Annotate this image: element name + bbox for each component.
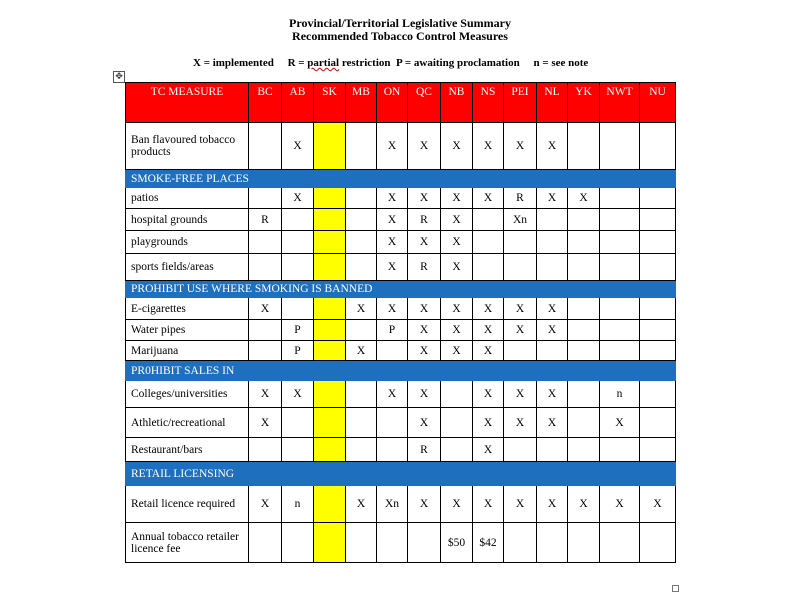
- table-resize-handle[interactable]: [672, 585, 679, 592]
- status-cell: [504, 254, 537, 281]
- status-cell: [568, 298, 600, 320]
- header-on: ON: [377, 83, 408, 123]
- header-qc: QC: [408, 83, 441, 123]
- legend: [193, 57, 588, 69]
- status-cell: X: [473, 123, 504, 170]
- status-cell: X: [537, 486, 568, 523]
- table-row: [126, 486, 676, 523]
- status-cell: [537, 209, 568, 231]
- status-cell: [249, 320, 282, 341]
- document-subtitle: Recommended Tobacco Control Measures: [292, 29, 508, 43]
- status-cell: P: [282, 320, 314, 341]
- status-cell: X: [441, 298, 473, 320]
- status-cell: n: [282, 486, 314, 523]
- table-row: [126, 209, 676, 231]
- status-cell: [504, 341, 537, 361]
- status-cell: [314, 209, 346, 231]
- status-cell: [473, 231, 504, 254]
- legend-restriction: R = partial restriction: [287, 57, 391, 69]
- status-cell: X: [249, 381, 282, 408]
- status-cell: P: [282, 341, 314, 361]
- legend-note: n = see note: [533, 57, 589, 69]
- status-cell: X: [537, 188, 568, 209]
- status-cell: [441, 438, 473, 462]
- section-heading: PROHIBIT USE WHERE SMOKING IS BANNED: [126, 281, 676, 298]
- status-cell: [640, 123, 676, 170]
- status-cell: X: [473, 438, 504, 462]
- status-cell: X: [640, 486, 676, 523]
- status-cell: X: [408, 486, 441, 523]
- status-cell: [377, 523, 408, 563]
- status-cell: [441, 381, 473, 408]
- status-cell: X: [249, 486, 282, 523]
- status-cell: X: [346, 486, 377, 523]
- status-cell: [640, 408, 676, 438]
- status-cell: [282, 408, 314, 438]
- status-cell: [640, 320, 676, 341]
- status-cell: X: [473, 320, 504, 341]
- status-cell: X: [408, 320, 441, 341]
- status-cell: [346, 438, 377, 462]
- status-cell: X: [377, 231, 408, 254]
- status-cell: X: [473, 298, 504, 320]
- measure-label: playgrounds: [126, 231, 249, 254]
- status-cell: X: [408, 381, 441, 408]
- status-cell: [600, 341, 640, 361]
- status-cell: X: [377, 123, 408, 170]
- status-cell: [346, 254, 377, 281]
- table-row: [126, 123, 676, 170]
- status-cell: [249, 523, 282, 563]
- status-cell: [568, 320, 600, 341]
- status-cell: P: [377, 320, 408, 341]
- status-cell: [314, 320, 346, 341]
- status-cell: R: [504, 188, 537, 209]
- status-cell: X: [600, 486, 640, 523]
- table-row: [126, 523, 676, 563]
- section-row: [126, 361, 676, 381]
- status-cell: [249, 231, 282, 254]
- status-cell: X: [441, 320, 473, 341]
- table-row: [126, 381, 676, 408]
- status-cell: X: [600, 408, 640, 438]
- status-cell: [600, 188, 640, 209]
- status-cell: [600, 123, 640, 170]
- status-cell: [249, 123, 282, 170]
- measure-label: sports fields/areas: [126, 254, 249, 281]
- status-cell: [314, 188, 346, 209]
- section-row: [126, 170, 676, 188]
- measure-label: Colleges/universities: [126, 381, 249, 408]
- status-cell: [600, 298, 640, 320]
- header-measure: TC MEASURE: [126, 83, 249, 123]
- status-cell: X: [441, 486, 473, 523]
- status-cell: X: [249, 408, 282, 438]
- status-cell: [504, 231, 537, 254]
- status-cell: [568, 254, 600, 281]
- status-cell: [600, 254, 640, 281]
- status-cell: X: [249, 298, 282, 320]
- status-cell: [314, 298, 346, 320]
- status-cell: [504, 523, 537, 563]
- status-cell: [640, 254, 676, 281]
- status-cell: R: [408, 254, 441, 281]
- status-cell: R: [408, 438, 441, 462]
- status-cell: X: [504, 320, 537, 341]
- status-cell: X: [408, 298, 441, 320]
- status-cell: X: [282, 188, 314, 209]
- status-cell: X: [441, 341, 473, 361]
- status-cell: X: [473, 341, 504, 361]
- status-cell: X: [346, 298, 377, 320]
- table-row: [126, 188, 676, 209]
- status-cell: X: [504, 486, 537, 523]
- status-cell: [346, 231, 377, 254]
- status-cell: R: [408, 209, 441, 231]
- status-cell: [377, 438, 408, 462]
- status-cell: [568, 123, 600, 170]
- status-cell: $42: [473, 523, 504, 563]
- status-cell: [640, 438, 676, 462]
- status-cell: X: [473, 486, 504, 523]
- section-heading: RETAIL LICENSING: [126, 462, 676, 486]
- table-row: [126, 231, 676, 254]
- status-cell: n: [600, 381, 640, 408]
- header-bc: BC: [249, 83, 282, 123]
- header-yk: YK: [568, 83, 600, 123]
- status-cell: [377, 341, 408, 361]
- table-row: [126, 438, 676, 462]
- status-cell: [282, 298, 314, 320]
- header-row: [126, 83, 676, 123]
- status-cell: X: [408, 188, 441, 209]
- status-cell: [441, 408, 473, 438]
- status-cell: Xn: [377, 486, 408, 523]
- status-cell: [640, 523, 676, 563]
- status-cell: [640, 298, 676, 320]
- measure-label: patios: [126, 188, 249, 209]
- section-heading: SMOKE-FREE PLACES: [126, 170, 676, 188]
- status-cell: X: [377, 381, 408, 408]
- status-cell: [568, 438, 600, 462]
- status-cell: [408, 523, 441, 563]
- status-cell: X: [441, 231, 473, 254]
- status-cell: [346, 188, 377, 209]
- section-row: [126, 281, 676, 298]
- status-cell: [314, 254, 346, 281]
- status-cell: X: [504, 298, 537, 320]
- status-cell: X: [346, 341, 377, 361]
- header-sk: SK: [314, 83, 346, 123]
- status-cell: [314, 438, 346, 462]
- legislative-summary-table: [125, 82, 676, 563]
- header-pei: PEI: [504, 83, 537, 123]
- status-cell: [346, 408, 377, 438]
- measure-label: Athletic/recreational: [126, 408, 249, 438]
- measure-label: Annual tobacco retailer licence fee: [126, 523, 249, 563]
- status-cell: [537, 523, 568, 563]
- status-cell: [249, 254, 282, 281]
- status-cell: X: [377, 254, 408, 281]
- status-cell: X: [408, 408, 441, 438]
- header-mb: MB: [346, 83, 377, 123]
- status-cell: X: [282, 123, 314, 170]
- status-cell: [346, 523, 377, 563]
- status-cell: [282, 209, 314, 231]
- header-nu: NU: [640, 83, 676, 123]
- measure-label: Marijuana: [126, 341, 249, 361]
- table-row: [126, 254, 676, 281]
- section-row: [126, 462, 676, 486]
- header-nwt: NWT: [600, 83, 640, 123]
- status-cell: X: [537, 320, 568, 341]
- status-cell: [282, 254, 314, 281]
- status-cell: [640, 381, 676, 408]
- status-cell: X: [504, 408, 537, 438]
- status-cell: [346, 209, 377, 231]
- status-cell: [568, 341, 600, 361]
- status-cell: R: [249, 209, 282, 231]
- status-cell: [537, 231, 568, 254]
- status-cell: Xn: [504, 209, 537, 231]
- status-cell: [377, 408, 408, 438]
- status-cell: X: [504, 123, 537, 170]
- status-cell: X: [537, 408, 568, 438]
- legend-implemented: X = implemented: [193, 57, 274, 69]
- status-cell: [314, 523, 346, 563]
- status-cell: [314, 381, 346, 408]
- status-cell: [537, 438, 568, 462]
- status-cell: X: [441, 209, 473, 231]
- status-cell: [314, 341, 346, 361]
- status-cell: [314, 231, 346, 254]
- status-cell: X: [568, 486, 600, 523]
- status-cell: [600, 209, 640, 231]
- status-cell: [537, 254, 568, 281]
- status-cell: [568, 231, 600, 254]
- table-move-handle-icon[interactable]: ✥: [113, 71, 125, 83]
- table-row: [126, 298, 676, 320]
- status-cell: [314, 123, 346, 170]
- section-heading: PR0HIBIT SALES IN: [126, 361, 676, 381]
- status-cell: [600, 231, 640, 254]
- header-ns: NS: [473, 83, 504, 123]
- status-cell: [473, 254, 504, 281]
- status-cell: X: [473, 408, 504, 438]
- status-cell: [537, 341, 568, 361]
- status-cell: [282, 231, 314, 254]
- status-cell: [600, 438, 640, 462]
- header-ab: AB: [282, 83, 314, 123]
- status-cell: [249, 341, 282, 361]
- status-cell: X: [408, 231, 441, 254]
- status-cell: [249, 438, 282, 462]
- status-cell: [600, 523, 640, 563]
- status-cell: X: [441, 254, 473, 281]
- status-cell: [314, 486, 346, 523]
- status-cell: X: [504, 381, 537, 408]
- status-cell: X: [408, 123, 441, 170]
- measure-label: E-cigarettes: [126, 298, 249, 320]
- document-title: Provincial/Territorial Legislative Summary: [289, 16, 511, 30]
- measure-label: Ban flavoured tobacco products: [126, 123, 249, 170]
- measure-label: Water pipes: [126, 320, 249, 341]
- status-cell: [504, 438, 537, 462]
- status-cell: X: [537, 123, 568, 170]
- status-cell: [249, 188, 282, 209]
- legend-awaiting: P = awaiting proclamation: [396, 57, 520, 69]
- status-cell: [600, 320, 640, 341]
- status-cell: [346, 123, 377, 170]
- status-cell: [568, 381, 600, 408]
- status-cell: X: [377, 298, 408, 320]
- status-cell: [568, 523, 600, 563]
- status-cell: [282, 438, 314, 462]
- status-cell: X: [282, 381, 314, 408]
- table-row: [126, 408, 676, 438]
- status-cell: X: [568, 188, 600, 209]
- status-cell: X: [537, 298, 568, 320]
- status-cell: X: [441, 123, 473, 170]
- status-cell: [568, 408, 600, 438]
- status-cell: X: [377, 209, 408, 231]
- status-cell: [314, 408, 346, 438]
- status-cell: [640, 341, 676, 361]
- status-cell: [473, 209, 504, 231]
- status-cell: X: [408, 341, 441, 361]
- status-cell: [346, 320, 377, 341]
- status-cell: [568, 209, 600, 231]
- status-cell: X: [473, 381, 504, 408]
- header-nl: NL: [537, 83, 568, 123]
- status-cell: X: [441, 188, 473, 209]
- measure-label: Retail licence required: [126, 486, 249, 523]
- status-cell: [640, 188, 676, 209]
- status-cell: X: [377, 188, 408, 209]
- table-row: [126, 341, 676, 361]
- measure-label: hospital grounds: [126, 209, 249, 231]
- measure-label: Restaurant/bars: [126, 438, 249, 462]
- status-cell: [640, 231, 676, 254]
- status-cell: $50: [441, 523, 473, 563]
- status-cell: X: [473, 188, 504, 209]
- header-nb: NB: [441, 83, 473, 123]
- status-cell: X: [537, 381, 568, 408]
- status-cell: [346, 381, 377, 408]
- status-cell: [640, 209, 676, 231]
- status-cell: [282, 523, 314, 563]
- table-row: [126, 320, 676, 341]
